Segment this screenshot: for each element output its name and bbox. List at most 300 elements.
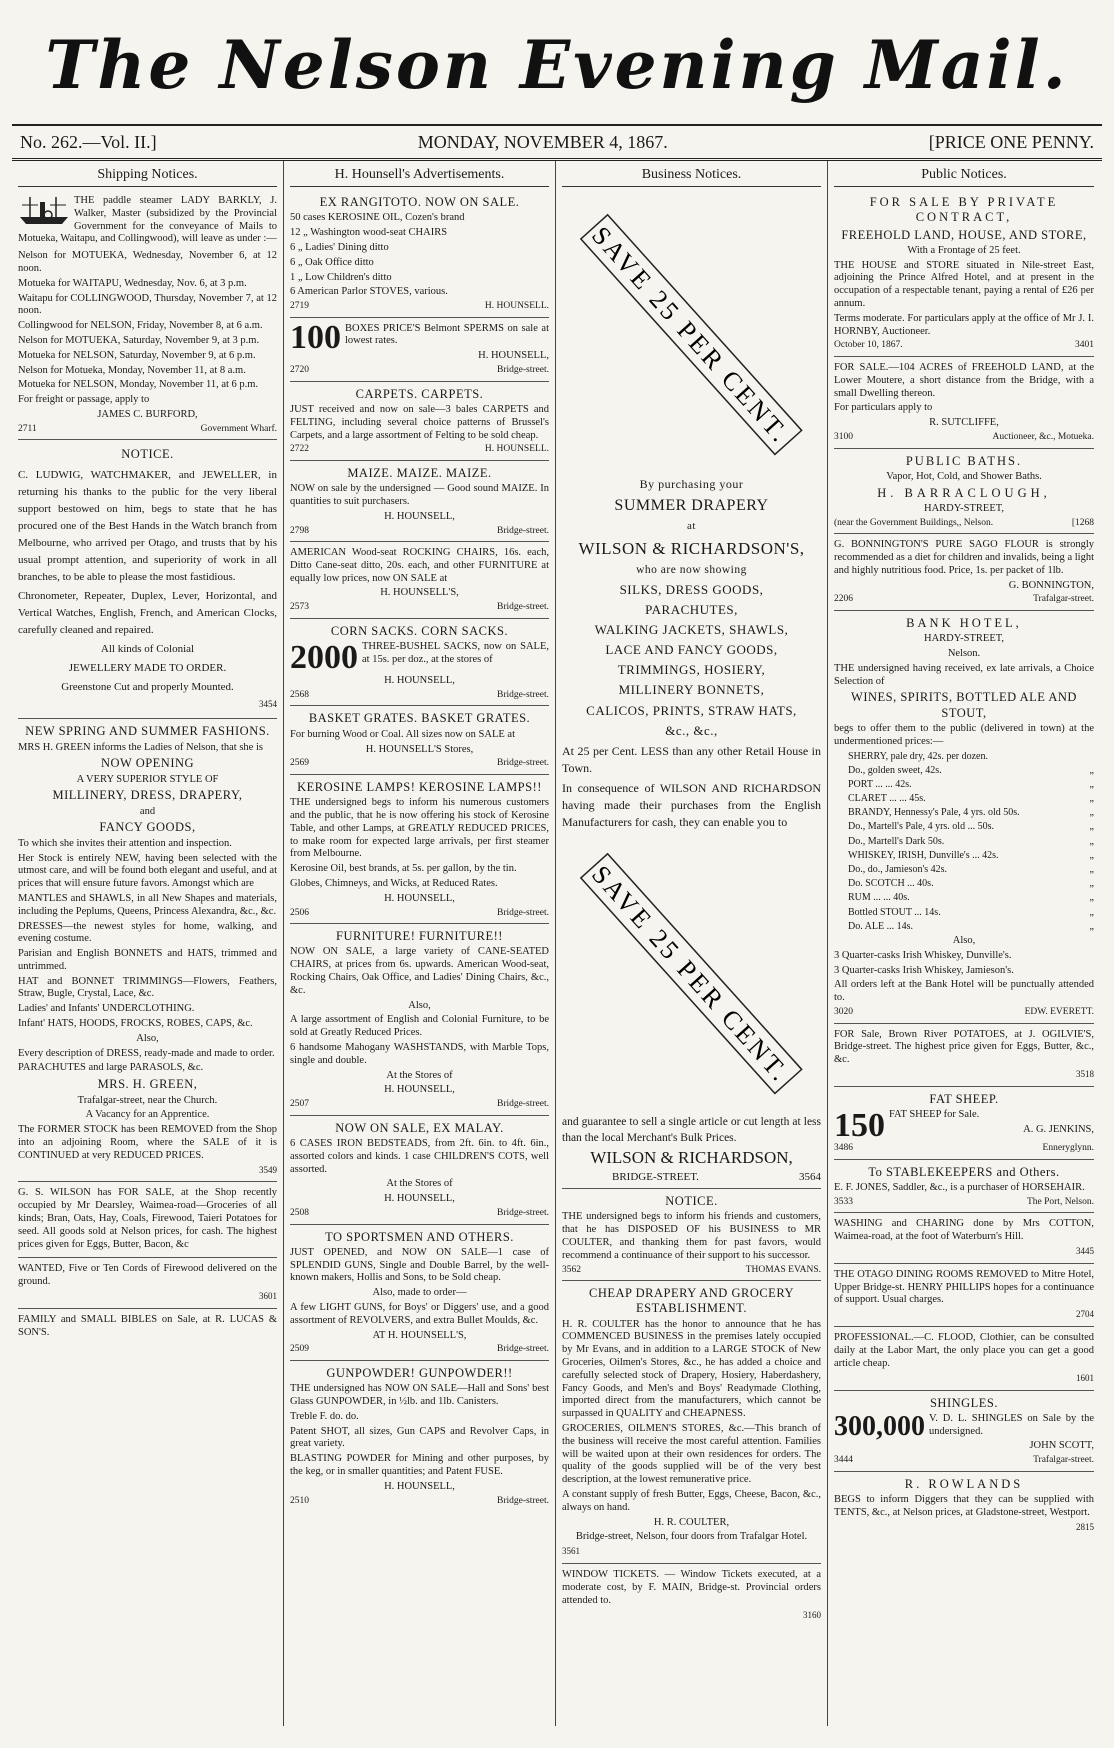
ad-sago xyxy=(834,534,1094,611)
green-every: Every description of DRESS, ready-made and made to order. xyxy=(18,1047,275,1059)
ad-number: 2815 xyxy=(1076,1521,1094,1532)
ad-heading: SHINGLES. xyxy=(929,1395,999,1410)
ad-number: 2720 xyxy=(290,365,309,376)
green-style: A VERY SUPERIOR STYLE OF xyxy=(76,773,219,785)
wr-line: CALICOS, PRINTS, STRAW HATS, xyxy=(586,702,797,718)
signature: H. HOUNSELL, xyxy=(384,510,455,522)
ad-heading: MAIZE. MAIZE. MAIZE. xyxy=(347,465,492,480)
malay-text: 6 CASES IRON BEDSTEADS, from 2ft. 6in. to 4ft. 6in., assorted colors and kinds. 1 case CHILDREN'S COTS, well assorted. xyxy=(290,1137,549,1175)
place: Bridge-street. xyxy=(497,365,549,376)
save-banner xyxy=(572,199,812,469)
ad-number: 2719 xyxy=(290,301,309,312)
issue-price: [PRICE ONE PENNY. xyxy=(928,131,1094,152)
ad-number: 2573 xyxy=(290,602,309,613)
columns xyxy=(12,161,1102,1726)
acres-text: FOR SALE.—104 ACRES of FREEHOLD LAND, at the Lower Moutere, a short distance from the Bridge, with a small Dwelling thereon. xyxy=(834,361,1094,399)
price-item: BRANDY, Hennessy's Pale, 4 yrs. old 50s. xyxy=(848,807,1020,819)
trip: Motueka for NELSON, Saturday, November 9, at 6 p.m. xyxy=(18,349,256,361)
lamps-text: THE undersigned begs to inform his numerous customers and the public, that he is now offering his stock of Kerosine Table, and other Lamps, at GREATLY REDUCED PRICES, to make room for expected large arrivals, per first steamer from Melbourne. xyxy=(290,797,549,860)
ad-number: 2509 xyxy=(290,1344,309,1355)
shingles-text: V. D. L. SHINGLES on Sale by the undersigned. xyxy=(929,1412,1094,1437)
ad-heading: NEW SPRING AND SUMMER FASHIONS. xyxy=(25,724,270,739)
coulter-groceries: GROCERIES, OILMEN'S STORES, &c.—This branch of the business will receive the most careful attention. Families will be waited upon at their own residences for orders. The quality of the goods supplied will be of the very best description, at the lowest remunerative price. xyxy=(562,1422,821,1486)
ad-fat-sheep xyxy=(834,1087,1094,1160)
banner-text: SAVE 25 PER CENT. xyxy=(585,220,796,450)
place: Bridge-street. xyxy=(497,1344,549,1355)
malay-at: At the Stores of xyxy=(386,1178,453,1190)
bank-also: Also, xyxy=(952,934,976,946)
place: Bridge-street. xyxy=(497,1495,549,1506)
ludwig-body: C. LUDWIG, WATCHMAKER, and JEWELLER, in returning his thanks to the public for the very liberal support bestowed on him, begs to state that he has procured one of the Best Hands in the Watch branch from Melbourne, who arrived per Otago, and trusts that by his usual prompt attention, and superiority of work in all branches, to be able to please the most fastidious. xyxy=(18,468,277,584)
carpets-text: JUST received and now on sale—3 bales CARPETS and FELTING, including several choice patterns of Brussel's Carpets, and a large assortment of Felting to be sold cheap. xyxy=(290,403,549,441)
green-also: Also, xyxy=(136,1032,159,1044)
column-heading: Public Notices. xyxy=(834,165,1094,187)
chairs-text: AMERICAN Wood-seat ROCKING CHAIRS, 16s. each, Ditto Cane-seat ditto, 20s. each, and other FURNITURE at equally low prices, now ON SALE at xyxy=(290,547,549,584)
agent-place: Government Wharf. xyxy=(200,423,277,434)
coulter-address: Bridge-street, Nelson, four doors from Trafalgar Hotel. xyxy=(575,1531,808,1543)
ad-green xyxy=(18,719,277,1182)
ad-heading: TO SPORTSMEN AND OTHERS. xyxy=(325,1229,514,1244)
wr-less: At 25 per Cent. LESS than any other Retail House in Town. xyxy=(562,743,821,776)
price-mark: „ xyxy=(1089,793,1094,805)
ad-furniture xyxy=(290,924,549,1116)
list-item: 6 American Parlor STOVES, various. xyxy=(290,286,448,298)
ad-heading: FAT SHEEP. xyxy=(929,1091,999,1106)
green-goods: MILLINERY, DRESS, DRAPERY, xyxy=(52,788,243,803)
signature: H. HOUNSELL, xyxy=(384,1480,455,1492)
ad-number: 2569 xyxy=(290,758,309,769)
ad-number: 3601 xyxy=(259,1291,277,1302)
place: Trafalgar-street. xyxy=(1033,594,1094,605)
price-item: WHISKEY, IRISH, Dunville's ... 42s. xyxy=(848,849,999,861)
ad-heading: BASKET GRATES. BASKET GRATES. xyxy=(308,711,531,726)
rowlands-text: BEGS to inform Diggers that they can be supplied with TENTS, &c., at Nelson prices, at Gladstone-street, Westport. xyxy=(834,1494,1094,1518)
ad-carpets xyxy=(290,382,549,461)
big-number: 150 xyxy=(834,1107,885,1145)
signature: G. BONNINGTON, xyxy=(1008,579,1094,591)
ad-number: 3533 xyxy=(834,1196,853,1207)
green-stock: Her Stock is entirely NEW, having been selected with the utmost care, and will be found both elegant and useful, and at prices that will ensure future favors. Amongst which are xyxy=(18,852,277,890)
sago-text: G. BONNINGTON'S PURE SAGO FLOUR is strongly recommended as a diet for children and invalids, being a light and highly nutritious food. Price, 1s. per packet of 1lb. xyxy=(834,539,1094,576)
price-item: Bottled STOUT ... 14s. xyxy=(848,906,941,918)
ad-heading: NOW ON SALE, EX MALAY. xyxy=(335,1120,504,1135)
signature: THOMAS EVANS. xyxy=(745,1264,821,1275)
trip: Waitapu for COLLINGWOOD, Thursday, November 7, at 12 noon. xyxy=(18,292,277,317)
ad-number: 3100 xyxy=(834,431,853,442)
ad-number: 2568 xyxy=(290,689,309,700)
signature: AT H. HOUNSELL'S, xyxy=(372,1329,467,1341)
price-row xyxy=(834,821,1094,833)
furniture-wash: 6 handsome Mahogany WASHSTANDS, with Marble Tops, single and double. xyxy=(290,1041,549,1066)
column-heading: Shipping Notices. xyxy=(18,165,277,187)
ad-number: 3549 xyxy=(259,1164,277,1175)
ad-number: 3561 xyxy=(562,1546,580,1557)
price-mark: „ xyxy=(1089,821,1094,833)
list-item: 6 „ Oak Office ditto xyxy=(290,256,374,268)
lamps-oil: Kerosine Oil, best brands, at 5s. per gallon, by the tin. xyxy=(290,863,517,875)
ad-heading: BANK HOTEL, xyxy=(906,615,1022,630)
signature: JOHN SCOTT, xyxy=(1029,1440,1094,1452)
ad-number: 3454 xyxy=(259,699,277,710)
ad-potatoes xyxy=(834,1024,1094,1087)
wr-consequence: In consequence of WILSON AND RICHARDSON having made their purchases from the English Manufacturers for cash, they can enable you to xyxy=(562,780,821,830)
price-item: Do., Martell's Dark 50s. xyxy=(848,835,945,847)
private-text: THE HOUSE and STORE situated in Nile-street East, adjoining the Prince Alfred Hotel, and at present in the occupation of a respectable tenant, paying a rental of £26 per annum. xyxy=(834,259,1094,310)
stable-text: E. F. JONES, Saddler, &c., is a purchaser of HORSEHAIR. xyxy=(834,1181,1085,1193)
ad-bank-hotel xyxy=(834,611,1094,1024)
coulter-text: H. R. COULTER has the honor to announce that he has COMMENCED BUSINESS in the premises lately occupied by Mr Evans, and in addition to a LARGE STOCK of New Groceries, Oilmen's Stores, &c., he has added a choice and carefully selected stock of Drapery, Hosiery, Haberdashery, Fancy Goods, and Men's and Boys' Readymade Clothing, imported direct from the manufacturers, which cannot be surpassed in QUALITY and CHEAPNESS. xyxy=(562,1318,821,1420)
price-mark: „ xyxy=(1089,892,1094,904)
price-row xyxy=(834,892,1094,904)
green-item: Parisian and English BONNETS and HATS, trimmed and untrimmed. xyxy=(18,948,277,972)
wr-line: WALKING JACKETS, SHAWLS, xyxy=(594,621,789,637)
ad-number: 2506 xyxy=(290,907,309,918)
green-invite: To which she invites their attention and inspection. xyxy=(18,837,232,849)
ad-number: 3160 xyxy=(803,1609,821,1620)
trip: Nelson for MOTUEKA, Wednesday, November 6, at 12 noon. xyxy=(18,250,277,275)
wr-signature: WILSON & RICHARDSON, xyxy=(590,1147,793,1167)
ad-number: 3444 xyxy=(834,1455,853,1466)
ad-heading: KEROSINE LAMPS! KEROSINE LAMPS!! xyxy=(297,779,542,794)
ad-heading: EX RANGITOTO. NOW ON SALE. xyxy=(319,195,520,210)
green-former: The FORMER STOCK has been REMOVED from the Shop into an adjoining Room, where the SALE of it is CONTINUED at very REDUCED PRICES. xyxy=(18,1124,277,1161)
ad-wanted xyxy=(18,1258,277,1309)
column-public xyxy=(828,161,1100,1726)
sportsmen-also: Also, made to order— xyxy=(372,1287,467,1299)
issue-date: MONDAY, NOVEMBER 4, 1867. xyxy=(417,131,668,152)
ad-heading: CHEAP DRAPERY AND GROCERY ESTABLISHMENT. xyxy=(588,1286,794,1316)
coulter-supply: A constant supply of fresh Butter, Eggs, Cheese, Bacon, &c., always on hand. xyxy=(562,1488,821,1513)
signature: H. HOUNSELL, xyxy=(384,892,455,904)
ad-number: 2798 xyxy=(290,525,309,536)
ad-heading: To STABLEKEEPERS and Others. xyxy=(868,1164,1060,1179)
place: Auctioneer, &c., Motueka. xyxy=(992,431,1094,442)
sportsmen-text: JUST OPENED, and NOW ON SALE—1 case of SPLENDID GUNS, Single and Double Barrel, by the well-known makers, Hollis and Sons, to be Sold cheap. xyxy=(290,1246,549,1284)
signature: H. HOUNSELL. xyxy=(484,301,549,312)
ad-number: 3518 xyxy=(1076,1068,1094,1079)
bank-q2: 3 Quarter-casks Irish Whiskey, Jamieson's. xyxy=(834,964,1014,976)
ad-stablekeepers xyxy=(834,1160,1094,1214)
ad-grates xyxy=(290,706,549,774)
signature: H. HOUNSELL, xyxy=(384,675,455,687)
column-hounsell xyxy=(284,161,556,1726)
price-row xyxy=(834,907,1094,919)
signature: H. HOUNSELL'S Stores, xyxy=(365,743,474,755)
green-item: HAT and BONNET TRIMMINGS—Flowers, Feathers, Straw, Bugle, Crystal, Lace, &c. xyxy=(18,975,277,1000)
ad-number: 2711 xyxy=(18,423,37,434)
furniture-assort: A large assortment of English and Colonial Furniture, to be sold at Greatly Reduced Prices. xyxy=(290,1014,549,1039)
ad-number: [1268 xyxy=(1071,517,1094,528)
ad-heading: CARPETS. CARPETS. xyxy=(355,386,484,401)
ad-flood xyxy=(834,1327,1094,1390)
price-mark: „ xyxy=(1089,878,1094,890)
ludwig-greenstone: Greenstone Cut and properly Mounted. xyxy=(61,681,234,694)
signature: R. SUTCLIFFE, xyxy=(929,417,999,429)
signature: A. G. JENKINS, xyxy=(1023,1123,1094,1135)
sheep-text: FAT SHEEP for Sale. xyxy=(889,1109,980,1121)
price-item: Do., golden sweet, 42s. xyxy=(848,764,942,776)
price-row xyxy=(834,921,1094,933)
ad-number: 2510 xyxy=(290,1495,309,1506)
price-item: Do. ALE ... 14s. xyxy=(848,920,913,932)
place: The Port, Nelson. xyxy=(1026,1196,1094,1207)
price-mark: „ xyxy=(1089,920,1094,932)
ad-rocking-chairs xyxy=(290,542,549,619)
ad-number: 3486 xyxy=(834,1143,853,1154)
ad-heading: PUBLIC BATHS. xyxy=(905,453,1023,468)
signature: H. HOUNSELL'S, xyxy=(380,587,459,599)
ad-rangitoto xyxy=(290,190,549,318)
washing-text: WASHING and CHARING done by Mrs COTTON, Waimea-road, at the foot of Waterburn's Hill. xyxy=(834,1218,1094,1243)
ad-subheading: FREEHOLD LAND, HOUSE, AND STORE, xyxy=(841,227,1087,242)
price-mark: „ xyxy=(1089,906,1094,918)
ad-heading: FOR SALE BY PRIVATE CONTRACT, xyxy=(869,195,1059,225)
wilson-shop-text: G. S. WILSON has FOR SALE, at the Shop recently occupied by Mr Dearsley, Waimea-road—Groceries of all kinds; Bran, Oats, Hay, Coals, Firewood, Taieri Potatoes for seed. All goods sold at Nelson prices, for cash. The highest prices given for Eggs, Butter, Bacon, &c xyxy=(18,1187,277,1250)
gunpowder-patent: Patent SHOT, all sizes, Gun CAPS and Revolver Caps, in great variety. xyxy=(290,1425,549,1450)
big-number: 2000 xyxy=(290,639,358,677)
ad-maize xyxy=(290,461,549,542)
green-fancy: FANCY GOODS, xyxy=(99,820,196,835)
ludwig-watches: Chronometer, Repeater, Duplex, Lever, Horizontal, and Vertical Watches, English, French, and American Clocks, carefully cleaned and repaired. xyxy=(18,590,277,637)
place: Bridge-street. xyxy=(497,758,549,769)
bibles-text: FAMILY and SMALL BIBLES on Sale, at R. LUCAS & SON'S. xyxy=(18,1314,277,1338)
ad-private-contract xyxy=(834,190,1094,357)
bank-text: THE undersigned having received, ex late arrivals, a Choice Selection of xyxy=(834,662,1094,687)
ad-number: 3445 xyxy=(1076,1245,1094,1256)
wr-street: BRIDGE-STREET. xyxy=(612,1170,699,1183)
list-item: 50 cases KEROSINE OIL, Cozen's brand xyxy=(290,212,465,224)
big-number: 300,000 xyxy=(834,1410,925,1442)
trip: Collingwood for NELSON, Friday, November 8, at 6 a.m. xyxy=(18,320,263,332)
ad-baths xyxy=(834,449,1094,535)
private-front: With a Frontage of 25 feet. xyxy=(907,244,1021,256)
ad-steamer xyxy=(18,190,277,440)
trip: Motueka for NELSON, Monday, November 11, at 6 p.m. xyxy=(18,379,259,391)
column-heading: Business Notices. xyxy=(562,165,821,187)
green-intro: MRS H. GREEN informs the Ladies of Nelson, that she is xyxy=(18,741,263,753)
ad-number: 3401 xyxy=(1075,340,1094,351)
signature: H. R. COULTER, xyxy=(653,1516,730,1528)
price-row xyxy=(834,850,1094,862)
masthead xyxy=(12,6,1102,126)
green-opening: NOW OPENING xyxy=(100,756,195,771)
price-item: Do., do., Jamieson's 42s. xyxy=(848,864,948,876)
price-item: SHERRY, pale dry, 42s. per dozen. xyxy=(848,750,988,762)
ad-bibles xyxy=(18,1309,277,1346)
ad-otago xyxy=(834,1264,1094,1327)
price-row xyxy=(834,779,1094,791)
signature: H. HOUNSELL, xyxy=(384,1193,455,1205)
gunpowder-blasting: BLASTING POWDER for Mining and other purposes, by the keg, or in smaller quantities; and Patent FUSE. xyxy=(290,1453,549,1477)
banner-text: SAVE 25 PER CENT. xyxy=(585,859,796,1088)
ad-heading: R. ROWLANDS xyxy=(904,1476,1024,1491)
price-row xyxy=(834,751,1094,763)
green-and: and xyxy=(139,805,156,817)
place: Bridge-street. xyxy=(497,602,549,613)
list-item: 6 „ Ladies' Dining ditto xyxy=(290,241,389,253)
sperms-text: BOXES PRICE'S Belmont SPERMS on sale at lowest rates. xyxy=(345,322,549,347)
bank-begs: begs to offer them to the public (delivered in town) at the undermentioned prices:— xyxy=(834,722,1094,747)
place: Bridge-street. xyxy=(497,1207,549,1218)
potatoes-text: FOR Sale, Brown River POTATOES, at J. OGILVIE'S, Bridge-street. The highest price given for Eggs, Butter, &c., &c. xyxy=(834,1028,1094,1066)
maize-text: NOW on sale by the undersigned — Good sound MAIZE. In quantities to suit purchasers. xyxy=(290,483,549,507)
wr-line: SILKS, DRESS GOODS, xyxy=(619,581,764,597)
ad-coulter xyxy=(562,1281,821,1564)
ad-evans xyxy=(562,1189,821,1281)
trip: Nelson for Motueka, Monday, November 11, at 8 a.m. xyxy=(18,364,246,376)
ad-heading: GUNPOWDER! GUNPOWDER!! xyxy=(326,1365,513,1380)
place: Trafalgar-street. xyxy=(1033,1455,1094,1466)
ad-heading: NOTICE. xyxy=(121,447,174,462)
green-address: Trafalgar-street, near the Church. xyxy=(77,1094,218,1106)
wr-by: By purchasing your xyxy=(639,477,744,492)
sacks-text: THREE-BUSHEL SACKS, now on SALE, at 15s. per doz., at the stores of xyxy=(362,641,549,665)
freight-text: For freight or passage, apply to xyxy=(18,394,150,406)
grates-text: For burning Wood or Coal. All sizes now on SALE at xyxy=(290,728,515,740)
evans-text: THE undersigned begs to inform his friends and customers, that he has DISPOSED OF his BUSINESS to MR COULTER, and thanking them for past favors, would recommend a continuance of their support to his successor. xyxy=(562,1211,821,1261)
price-row xyxy=(834,836,1094,848)
ad-ludwig xyxy=(18,440,277,719)
wr-guarantee: and guarantee to sell a single article or cut length at less than the local Merchant's Bulk Prices. xyxy=(562,1115,821,1144)
green-name: MRS. H. GREEN, xyxy=(97,1077,198,1092)
lamps-globes: Globes, Chimneys, and Wicks, at Reduced Rates. xyxy=(290,877,498,889)
price-item: Do. SCOTCH ... 40s. xyxy=(848,878,934,890)
ad-rowlands xyxy=(834,1472,1094,1539)
ad-wilson-richardson xyxy=(562,190,821,1189)
gunpowder-text: THE undersigned has NOW ON SALE—Hall and Sons' best Glass GUNPOWDER, in ½lb. and 1lb. Canisters. xyxy=(290,1383,549,1407)
wr-line: MILLINERY BONNETS, xyxy=(618,682,765,698)
wr-line: LACE AND FANCY GOODS, xyxy=(605,642,778,658)
ad-sportsmen xyxy=(290,1225,549,1361)
bank-town: Nelson. xyxy=(947,648,981,660)
ad-shingles xyxy=(834,1391,1094,1472)
furniture-also: Also, xyxy=(408,999,431,1011)
baths-near: (near the Government Buildings,, Nelson. xyxy=(834,517,994,528)
green-item: MANTLES and SHAWLS, in all New Shapes and materials, including the Peplums, Queens, Princess Alexandra, &c., &c. xyxy=(18,892,277,917)
ad-lamps xyxy=(290,775,549,924)
ad-number: 2206 xyxy=(834,594,853,605)
steamer-intro: THE paddle steamer LADY BARKLY, J. Walker, Master (subsidized by the Provincial Government for the conveyance of Mails to Motueka, Waitapu, and Collingwood), will leave as under :— xyxy=(18,195,277,245)
ad-corn-sacks xyxy=(290,619,549,707)
column-business xyxy=(556,161,828,1726)
ludwig-jewellery: JEWELLERY MADE TO ORDER. xyxy=(68,662,227,675)
acres-apply: For particulars apply to xyxy=(834,402,933,414)
ad-number: 2508 xyxy=(290,1207,309,1218)
ad-number: 1601 xyxy=(1076,1372,1094,1383)
baths-types: Vapor, Hot, Cold, and Shower Baths. xyxy=(886,470,1042,482)
ad-heading: NOTICE. xyxy=(665,1194,718,1209)
steamer-ship-icon xyxy=(18,193,70,227)
ad-heading: CORN SACKS. CORN SACKS. xyxy=(330,623,509,638)
ad-number: 3020 xyxy=(834,1006,853,1017)
price-row xyxy=(834,864,1094,876)
ludwig-colonial: All kinds of Colonial xyxy=(100,643,195,656)
bank-street: HARDY-STREET, xyxy=(923,633,1004,645)
ad-sperms xyxy=(290,318,549,382)
agent-name: JAMES C. BURFORD, xyxy=(97,409,198,421)
ad-number: 3564 xyxy=(799,1170,821,1183)
price-row xyxy=(834,765,1094,777)
signature: EDW. EVERETT. xyxy=(1024,1006,1094,1017)
green-item: Infant' HATS, HOODS, FROCKS, ROBES, CAPS, &c. xyxy=(18,1018,253,1030)
signature: H. HOUNSELL, xyxy=(384,1084,455,1096)
wr-firm: WILSON & RICHARDSON'S, xyxy=(578,538,805,558)
ad-date: October 10, 1867. xyxy=(834,340,903,351)
signature: H. HOUNSELL. xyxy=(484,444,549,455)
wr-at: at xyxy=(687,520,696,533)
furniture-at: At the Stores of xyxy=(386,1069,453,1081)
big-number: 100 xyxy=(290,318,341,356)
price-row xyxy=(834,793,1094,805)
price-mark: „ xyxy=(1089,849,1094,861)
ad-gunpowder xyxy=(290,1361,549,1511)
wr-line: &c., &c., xyxy=(665,722,718,738)
wr-line: TRIMMINGS, HOSIERY, xyxy=(617,662,766,678)
ad-malay xyxy=(290,1116,549,1225)
ad-heading: FURNITURE! FURNITURE!! xyxy=(336,929,503,944)
wr-line: PARACHUTES, xyxy=(645,601,738,617)
masthead-title: The Nelson Evening Mail. xyxy=(45,26,1069,104)
newspaper-page xyxy=(12,6,1102,1736)
green-vacancy: A Vacancy for an Apprentice. xyxy=(85,1109,210,1121)
ad-washing xyxy=(834,1213,1094,1264)
baths-name: H. BARRACLOUGH, xyxy=(877,485,1051,500)
window-text: WINDOW TICKETS. — Window Tickets executed, at a moderate cost, by F. MAIN, Bridge-st. Provincial orders attended to. xyxy=(562,1569,821,1606)
place: Enneryglynn. xyxy=(1042,1143,1094,1154)
sportsmen-light: A few LIGHT GUNS, for Boys' or Diggers' use, and a good assortment of REVOLVERS, and extra Bullet Moulds, &c. xyxy=(290,1301,549,1326)
bank-orders: All orders left at the Bank Hotel will be punctually attended to. xyxy=(834,979,1094,1004)
ad-window-tickets xyxy=(562,1564,821,1626)
price-item: CLARET ... ... 45s. xyxy=(848,793,926,805)
green-item: Ladies' and Infants' UNDERCLOTHING. xyxy=(18,1003,195,1015)
ad-number: 2507 xyxy=(290,1099,309,1110)
price-mark: „ xyxy=(1089,807,1094,819)
issue-number: No. 262.—Vol. II.] xyxy=(20,131,157,152)
trip: Nelson for MOTUEKA, Saturday, November 9, at 3 p.m. xyxy=(18,335,260,347)
place: Bridge-street. xyxy=(497,1099,549,1110)
column-heading: H. Hounsell's Advertisements. xyxy=(290,165,549,187)
ad-number: 2722 xyxy=(290,444,309,455)
list-item: 12 „ Washington wood-seat CHAIRS xyxy=(290,227,448,239)
ad-wilson-shop xyxy=(18,1182,277,1258)
column-shipping xyxy=(12,161,284,1726)
wr-summer: SUMMER DRAPERY xyxy=(614,496,769,514)
price-mark: „ xyxy=(1089,764,1094,776)
private-terms: Terms moderate. For particulars apply at the office of Mr J. I. HORNBY, Auctioneer. xyxy=(834,312,1094,337)
price-row xyxy=(834,807,1094,819)
ad-acres xyxy=(834,357,1094,449)
wr-who: who are now showing xyxy=(636,563,747,576)
price-mark: „ xyxy=(1089,778,1094,790)
price-item: RUM ... ... 40s. xyxy=(848,892,910,904)
wanted-text: WANTED, Five or Ten Cords of Firewood delivered on the ground. xyxy=(18,1263,277,1288)
dateline xyxy=(12,126,1102,161)
flood-text: PROFESSIONAL.—C. FLOOD, Clothier, can be consulted daily at the Labor Mart, the only place you can get a good article cheap. xyxy=(834,1332,1094,1369)
price-mark: „ xyxy=(1089,835,1094,847)
green-parachutes: PARACHUTES and large PARASOLS, &c. xyxy=(18,1062,204,1074)
otago-text: THE OTAGO DINING ROOMS REMOVED to Mitre Hotel, Upper Bridge-st. HENRY PHILLIPS hopes for a continuance of support. Usual charges. xyxy=(834,1268,1094,1306)
place: Bridge-street. xyxy=(497,907,549,918)
baths-street: HARDY-STREET, xyxy=(923,502,1004,514)
ad-number: 3562 xyxy=(562,1264,581,1275)
price-item: Do., Martell's Pale, 4 yrs. old ... 50s. xyxy=(848,821,994,833)
gunpowder-treble: Treble F. do. do. xyxy=(290,1410,359,1422)
trip: Motueka for WAITAPU, Wednesday, Nov. 6, at 3 p.m. xyxy=(18,277,247,289)
bank-wines: WINES, SPIRITS, BOTTLED ALE AND STOUT, xyxy=(851,690,1077,720)
signature: H. HOUNSELL, xyxy=(478,350,549,362)
price-mark: „ xyxy=(1089,864,1094,876)
list-item: 1 „ Low Children's ditto xyxy=(290,271,392,283)
